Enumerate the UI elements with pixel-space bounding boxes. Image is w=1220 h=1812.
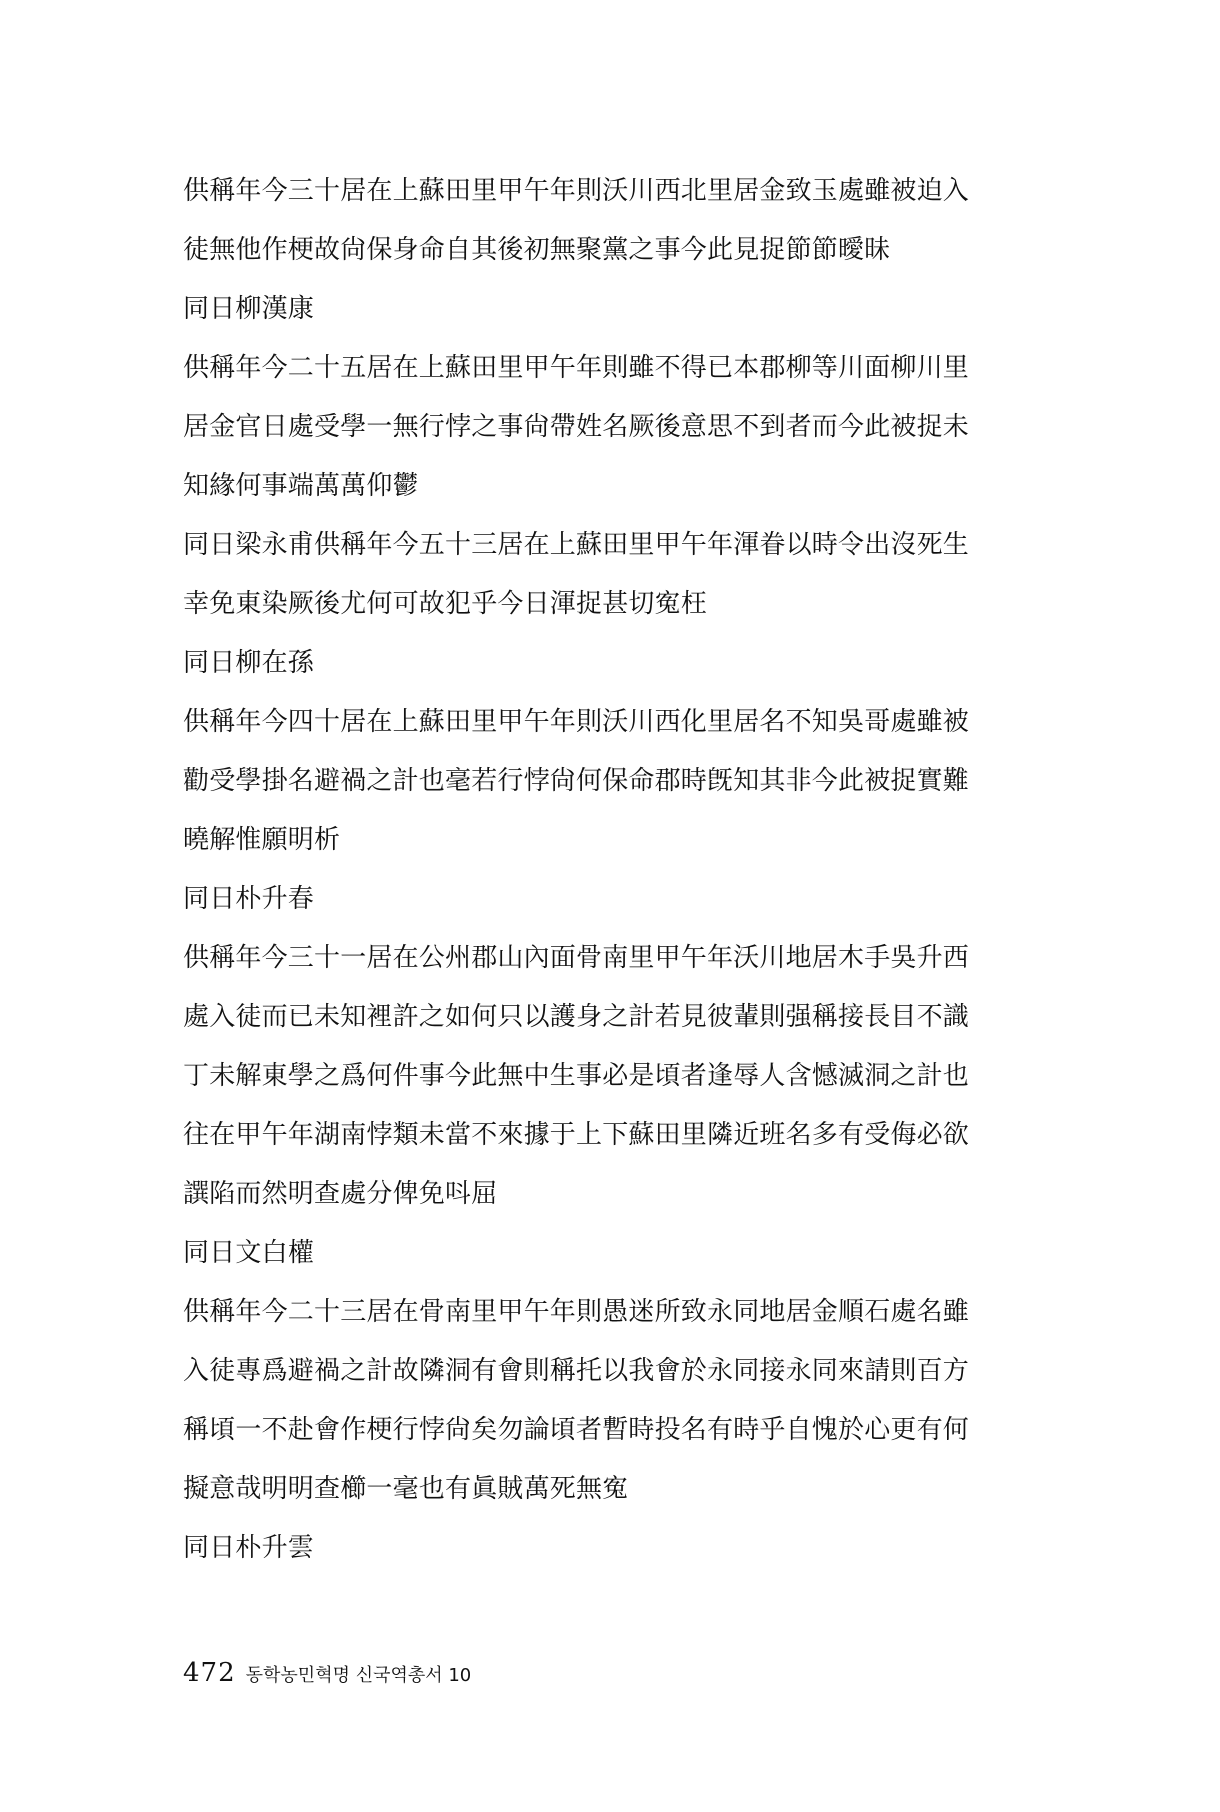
text-line: 居金官日處受學一無行悖之事尙帶姓名厥後意思不到者而今此被捉未 — [183, 412, 970, 442]
text-line: 供稱年今二十五居在上蘇田里甲午年則雖不得已本郡柳等川面柳川里 — [183, 353, 970, 383]
text-line: 曉解惟願明析 — [183, 825, 341, 855]
text-line: 入徒專爲避禍之計故隣洞有會則稱托以我會於永同接永同來請則百方 — [183, 1356, 970, 1386]
entry-heading: 同日朴升春 — [183, 884, 315, 914]
text-line: 知緣何事端萬萬仰鬱 — [183, 471, 419, 501]
text-line: 供稱年今四十居在上蘇田里甲午年則沃川西化里居名不知吳哥處雖被 — [183, 707, 970, 737]
text-line: 譔陷而然明查處分俾免呌屈 — [183, 1179, 498, 1209]
text-line: 同日梁永甫供稱年今五十三居在上蘇田里甲午年渾眷以時令出沒死生 — [183, 530, 970, 560]
page-footer — [183, 1658, 471, 1688]
text-line: 徒無他作梗故尙保身命自其後初無聚黨之事今此見捉節節曖昧 — [183, 235, 891, 265]
book-title: 동학농민혁명 신국역총서 10 — [245, 1665, 472, 1686]
text-line: 供稱年今三十一居在公州郡山內面骨南里甲午年沃川地居木手吳升西 — [183, 943, 970, 973]
entry-heading: 同日柳在孫 — [183, 648, 315, 678]
entry-heading: 同日文白權 — [183, 1238, 315, 1268]
text-line: 擬意哉明明查櫛一毫也有眞賊萬死無寃 — [183, 1474, 629, 1504]
text-line: 供稱年今二十三居在骨南里甲午年則愚迷所致永同地居金順石處名雖 — [183, 1297, 970, 1327]
text-line: 供稱年今三十居在上蘇田里甲午年則沃川西北里居金致玉處雖被迫入 — [183, 176, 970, 206]
page-number: 472 — [183, 1658, 236, 1688]
text-line: 丁未解東學之爲何件事今此無中生事必是頃者逢辱人含憾滅洞之計也 — [183, 1061, 970, 1091]
text-line: 勸受學掛名避禍之計也毫若行悖尙何保命郡時旣知其非今此被捉實難 — [183, 766, 970, 796]
text-line: 稱頃一不赴會作梗行悖尙矣勿論頃者暫時投名有時乎自愧於心更有何 — [183, 1415, 970, 1445]
body-text — [183, 162, 1045, 1578]
text-line: 幸免東染厥後尤何可故犯乎今日渾捉甚切寃枉 — [183, 589, 708, 619]
entry-heading: 同日朴升雲 — [183, 1533, 315, 1563]
text-line: 處入徒而已未知裡許之如何只以護身之計若見彼輩則强稱接長目不識 — [183, 1002, 970, 1032]
text-line: 往在甲午年湖南悖類未當不來據于上下蘇田里隣近班名多有受侮必欲 — [183, 1120, 970, 1150]
entry-heading: 同日柳漢康 — [183, 294, 315, 324]
